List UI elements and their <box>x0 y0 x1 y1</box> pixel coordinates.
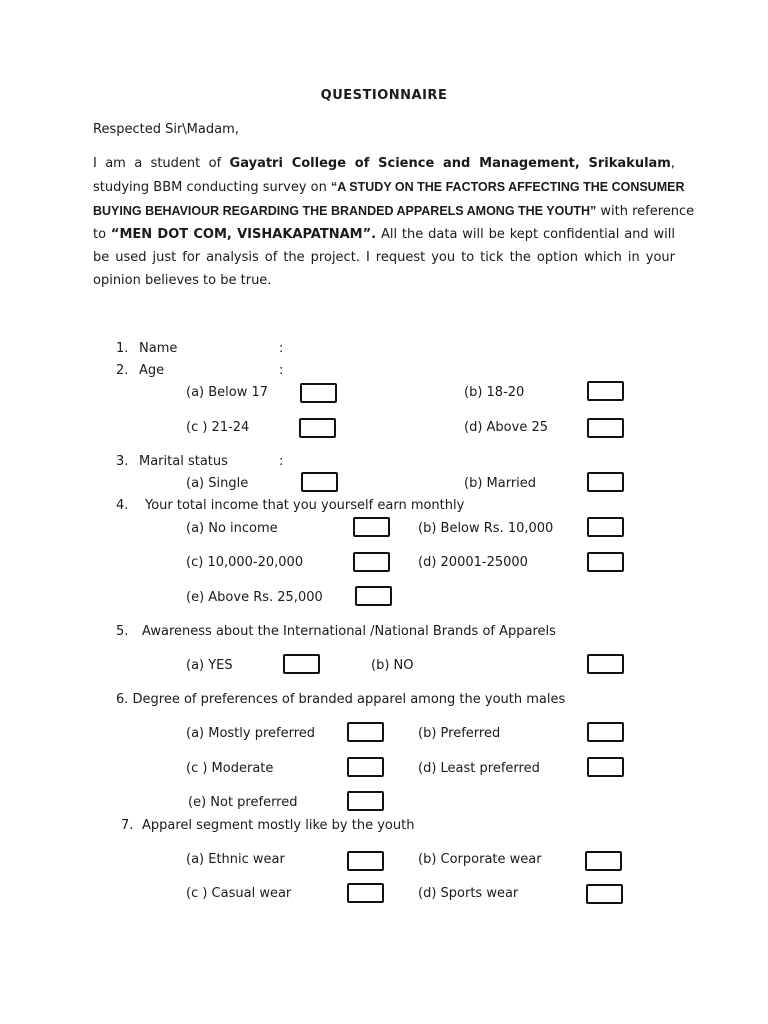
q2-option-a: (a) Below 17 <box>186 385 269 400</box>
intro-text: All the data will be kept confidential and will <box>376 227 675 242</box>
q3-colon: : <box>279 454 284 469</box>
q5-option-a: (a) YES <box>186 658 233 673</box>
q6-checkbox-c[interactable] <box>347 757 384 777</box>
q5-checkbox-a[interactable] <box>283 654 320 674</box>
intro-line-3 <box>93 203 695 220</box>
q6-checkbox-e[interactable] <box>347 791 384 811</box>
q4-checkbox-b[interactable] <box>587 517 624 537</box>
q5-option-b: (b) NO <box>371 658 414 673</box>
q7-label: Apparel segment mostly like by the youth <box>142 818 415 833</box>
q5-number: 5. <box>116 624 129 639</box>
q5-checkbox-b[interactable] <box>587 654 624 674</box>
q2-option-c: (c ) 21-24 <box>186 420 250 435</box>
q4-option-a: (a) No income <box>186 521 278 536</box>
q1-label: Name <box>139 341 178 356</box>
q6-option-a: (a) Mostly preferred <box>186 726 316 741</box>
q2-number: 2. <box>116 363 129 378</box>
college-name: Gayatri College of Science and Management, Srikakulam <box>229 156 671 171</box>
q7-number: 7. <box>121 818 134 833</box>
intro-text: I am a student of <box>93 156 230 171</box>
intro-text: , <box>670 156 675 171</box>
q2-option-d: (d) Above 25 <box>464 420 548 435</box>
q7-option-b: (b) Corporate wear <box>418 852 542 867</box>
intro-text: to <box>93 227 111 242</box>
greeting: Respected Sir\Madam, <box>93 122 239 137</box>
q5-label: Awareness about the International /National Brands of Apparels <box>142 624 556 639</box>
q4-option-d: (d) 20001-25000 <box>418 555 528 570</box>
q2-colon: : <box>279 363 284 378</box>
q4-option-c: (c) 10,000-20,000 <box>186 555 304 570</box>
q7-checkbox-b[interactable] <box>585 851 622 871</box>
q7-option-c: (c ) Casual wear <box>186 886 292 901</box>
q4-checkbox-e[interactable] <box>355 586 392 606</box>
q2-checkbox-c[interactable] <box>299 418 336 438</box>
intro-line-1 <box>93 156 675 172</box>
q1-colon: : <box>279 341 284 356</box>
intro-line-6: opinion believes to be true. <box>93 273 272 288</box>
company-name: “MEN DOT COM, VISHAKAPATNAM”. <box>110 227 377 242</box>
q7-checkbox-a[interactable] <box>347 851 384 871</box>
q4-option-e: (e) Above Rs. 25,000 <box>186 590 323 605</box>
q6-option-c: (c ) Moderate <box>186 761 274 776</box>
q4-checkbox-d[interactable] <box>587 552 624 572</box>
study-title: BUYING BEHAVIOUR REGARDING THE BRANDED APPARELS AMONG THE YOUTH” <box>93 204 597 218</box>
q2-label: Age <box>139 363 165 378</box>
q6-option-d: (d) Least preferred <box>418 761 540 776</box>
q3-option-a: (a) Single <box>186 476 249 491</box>
q3-checkbox-b[interactable] <box>587 472 624 492</box>
q6-checkbox-a[interactable] <box>347 722 384 742</box>
q6-label: 6. Degree of preferences of branded apparel among the youth males <box>116 692 566 707</box>
q7-checkbox-d[interactable] <box>586 884 623 904</box>
q2-option-b: (b) 18-20 <box>464 385 525 400</box>
intro-line-4 <box>93 227 675 243</box>
q4-checkbox-c[interactable] <box>353 552 390 572</box>
intro-line-5: be used just for analysis of the project. I request you to tick the option which in your <box>93 250 675 265</box>
q2-checkbox-d[interactable] <box>587 418 624 438</box>
q4-label: Your total income that you yourself earn monthly <box>145 498 465 513</box>
q4-option-b: (b) Below Rs. 10,000 <box>418 521 554 536</box>
q6-checkbox-b[interactable] <box>587 722 624 742</box>
study-title: “A STUDY ON THE FACTORS AFFECTING THE CONSUMER <box>331 180 685 194</box>
q3-option-b: (b) Married <box>464 476 537 491</box>
q7-checkbox-c[interactable] <box>347 883 384 903</box>
q6-option-e: (e) Not preferred <box>188 795 298 810</box>
q4-checkbox-a[interactable] <box>353 517 390 537</box>
q3-checkbox-a[interactable] <box>301 472 338 492</box>
intro-text: studying BBM conducting survey on <box>93 180 331 195</box>
intro-text: with reference <box>596 204 695 219</box>
page-title: QUESTIONNAIRE <box>320 88 448 103</box>
intro-line-2 <box>93 179 685 196</box>
q7-option-a: (a) Ethnic wear <box>186 852 285 867</box>
q6-checkbox-d[interactable] <box>587 757 624 777</box>
q2-checkbox-b[interactable] <box>587 381 624 401</box>
q3-number: 3. <box>116 454 129 469</box>
q2-checkbox-a[interactable] <box>300 383 337 403</box>
q1-number: 1. <box>116 341 129 356</box>
q6-option-b: (b) Preferred <box>418 726 501 741</box>
q3-label: Marital status <box>139 454 228 469</box>
q4-number: 4. <box>116 498 129 513</box>
q7-option-d: (d) Sports wear <box>418 886 519 901</box>
